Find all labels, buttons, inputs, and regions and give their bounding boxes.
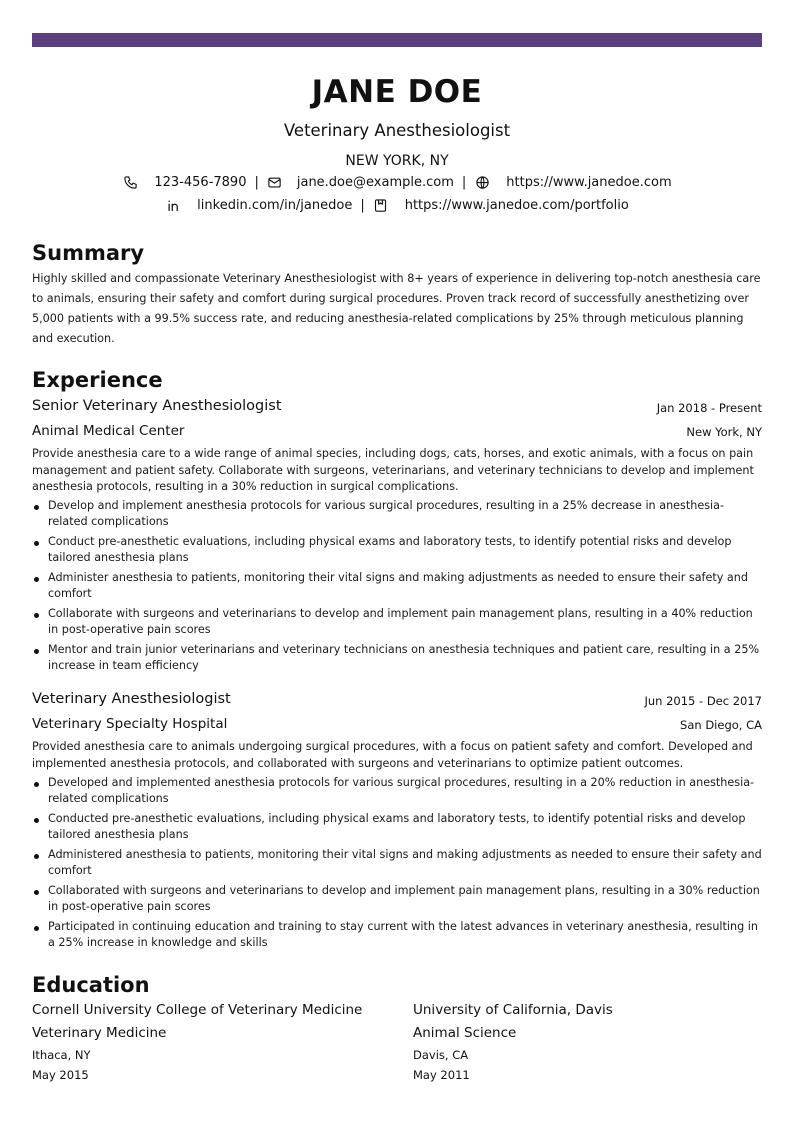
website-link[interactable]: https://www.janedoe.com (506, 174, 672, 190)
accent-bar (32, 33, 762, 47)
education-degree: Veterinary Medicine (32, 1025, 167, 1041)
list-item: Administer anesthesia to patients, monitoring their vital signs and making adjustments as needed to ensure their safety and comfort (32, 570, 762, 602)
phone-icon (122, 174, 138, 190)
separator: | (254, 174, 259, 190)
summary-heading: Summary (32, 241, 145, 265)
job-location: New York, NY (686, 425, 762, 439)
education-school: University of California, Davis (413, 1002, 613, 1018)
summary-text: Highly skilled and compassionate Veterinary Anesthesiologist with 8+ years of experience in delivering top-notch anesthesia care to animals, ensuring their safety and comfort during surgical procedures. Proven track record of successfully anesthetizing over 5,000 patients with a 99.5% success rate, and reducing anesthesia-related complications by 25% through meticulous planning and execution. (32, 272, 761, 345)
list-item: Collaborated with surgeons and veterinarians to develop and implement pain management plans, resulting in a 30% reduction in post-operative pain scores (32, 883, 762, 915)
job-description: Provide anesthesia care to a wide range of animal species, including dogs, cats, horses, and exotic animals, with a focus on pain management and patient safety. Collaborate with surgeons, veterinarians, and veterinary technicians to develop and implement anesthesia protocols, resulting in a 30% reduction in surgical complications. (32, 447, 754, 493)
job-title: Senior Veterinary Anesthesiologist (32, 398, 282, 414)
job-bullets (32, 498, 762, 678)
education-location: Davis, CA (413, 1048, 469, 1062)
experience-heading: Experience (32, 368, 163, 392)
list-item: Participated in continuing education and training to stay current with the latest advances in veterinary anesthesia, resulting in a 25% increase in knowledge and skills (32, 919, 762, 951)
job-location: San Diego, CA (680, 718, 762, 732)
education-heading: Education (32, 973, 150, 997)
list-item: Developed and implemented anesthesia protocols for various surgical procedures, resulting in a 20% reduction in anesthesia-related complications (32, 775, 762, 807)
phone-number[interactable]: 123-456-7890 (154, 174, 247, 190)
education-date: May 2015 (32, 1068, 89, 1082)
company-name: Animal Medical Center (32, 423, 185, 439)
job-title: Veterinary Anesthesiologist (32, 691, 231, 707)
portfolio-icon (373, 197, 389, 213)
email-link[interactable]: jane.doe@example.com (296, 174, 454, 190)
contact-row-secondary (0, 197, 794, 213)
list-item: Conducted pre-anesthetic evaluations, including physical exams and laboratory tests, to identify potential risks and develop tailored anesthesia plans (32, 811, 762, 843)
education-degree: Animal Science (413, 1025, 517, 1041)
job-bullets (32, 775, 762, 955)
list-item: Conduct pre-anesthetic evaluations, including physical exams and laboratory tests, to identify potential risks and develop tailored anesthesia plans (32, 534, 762, 566)
job-dates: Jun 2015 - Dec 2017 (644, 694, 762, 708)
job-dates: Jan 2018 - Present (656, 401, 762, 415)
candidate-location: NEW YORK, NY (345, 153, 449, 169)
education-location: Ithaca, NY (32, 1048, 91, 1062)
list-item: Develop and implement anesthesia protocols for various surgical procedures, resulting in a 25% decrease in anesthesia-related complications (32, 498, 762, 530)
mail-icon (267, 174, 283, 190)
separator: | (461, 174, 467, 190)
linkedin-icon (165, 197, 181, 213)
list-item: Mentor and train junior veterinarians and veterinary technicians on anesthesia techniques and patient care, resulting in a 25% increase in team efficiency (32, 642, 762, 674)
candidate-name: JANE DOE (311, 74, 483, 110)
job-description: Provided anesthesia care to animals undergoing surgical procedures, with a focus on patient safety and comfort. Developed and implemented anesthesia protocols, and collaborated with surgeons and veterinarians to optimize patient outcomes. (32, 740, 753, 770)
list-item: Collaborate with surgeons and veterinarians to develop and implement pain management plans, resulting in a 40% reduction in post-operative pain scores (32, 606, 762, 638)
education-school: Cornell University College of Veterinary Medicine (32, 1002, 363, 1018)
job-title-heading: Veterinary Anesthesiologist (283, 121, 511, 140)
portfolio-link[interactable]: https://www.janedoe.com/portfolio (404, 197, 629, 213)
company-name: Veterinary Specialty Hospital (32, 716, 228, 732)
separator: | (360, 197, 365, 213)
globe-icon (474, 174, 490, 190)
list-item: Administered anesthesia to patients, monitoring their vital signs and making adjustments as needed to ensure their safety and comfort (32, 847, 762, 879)
education-date: May 2011 (413, 1068, 470, 1082)
linkedin-link[interactable]: linkedin.com/in/janedoe (197, 197, 353, 213)
contact-row-primary (0, 174, 794, 190)
